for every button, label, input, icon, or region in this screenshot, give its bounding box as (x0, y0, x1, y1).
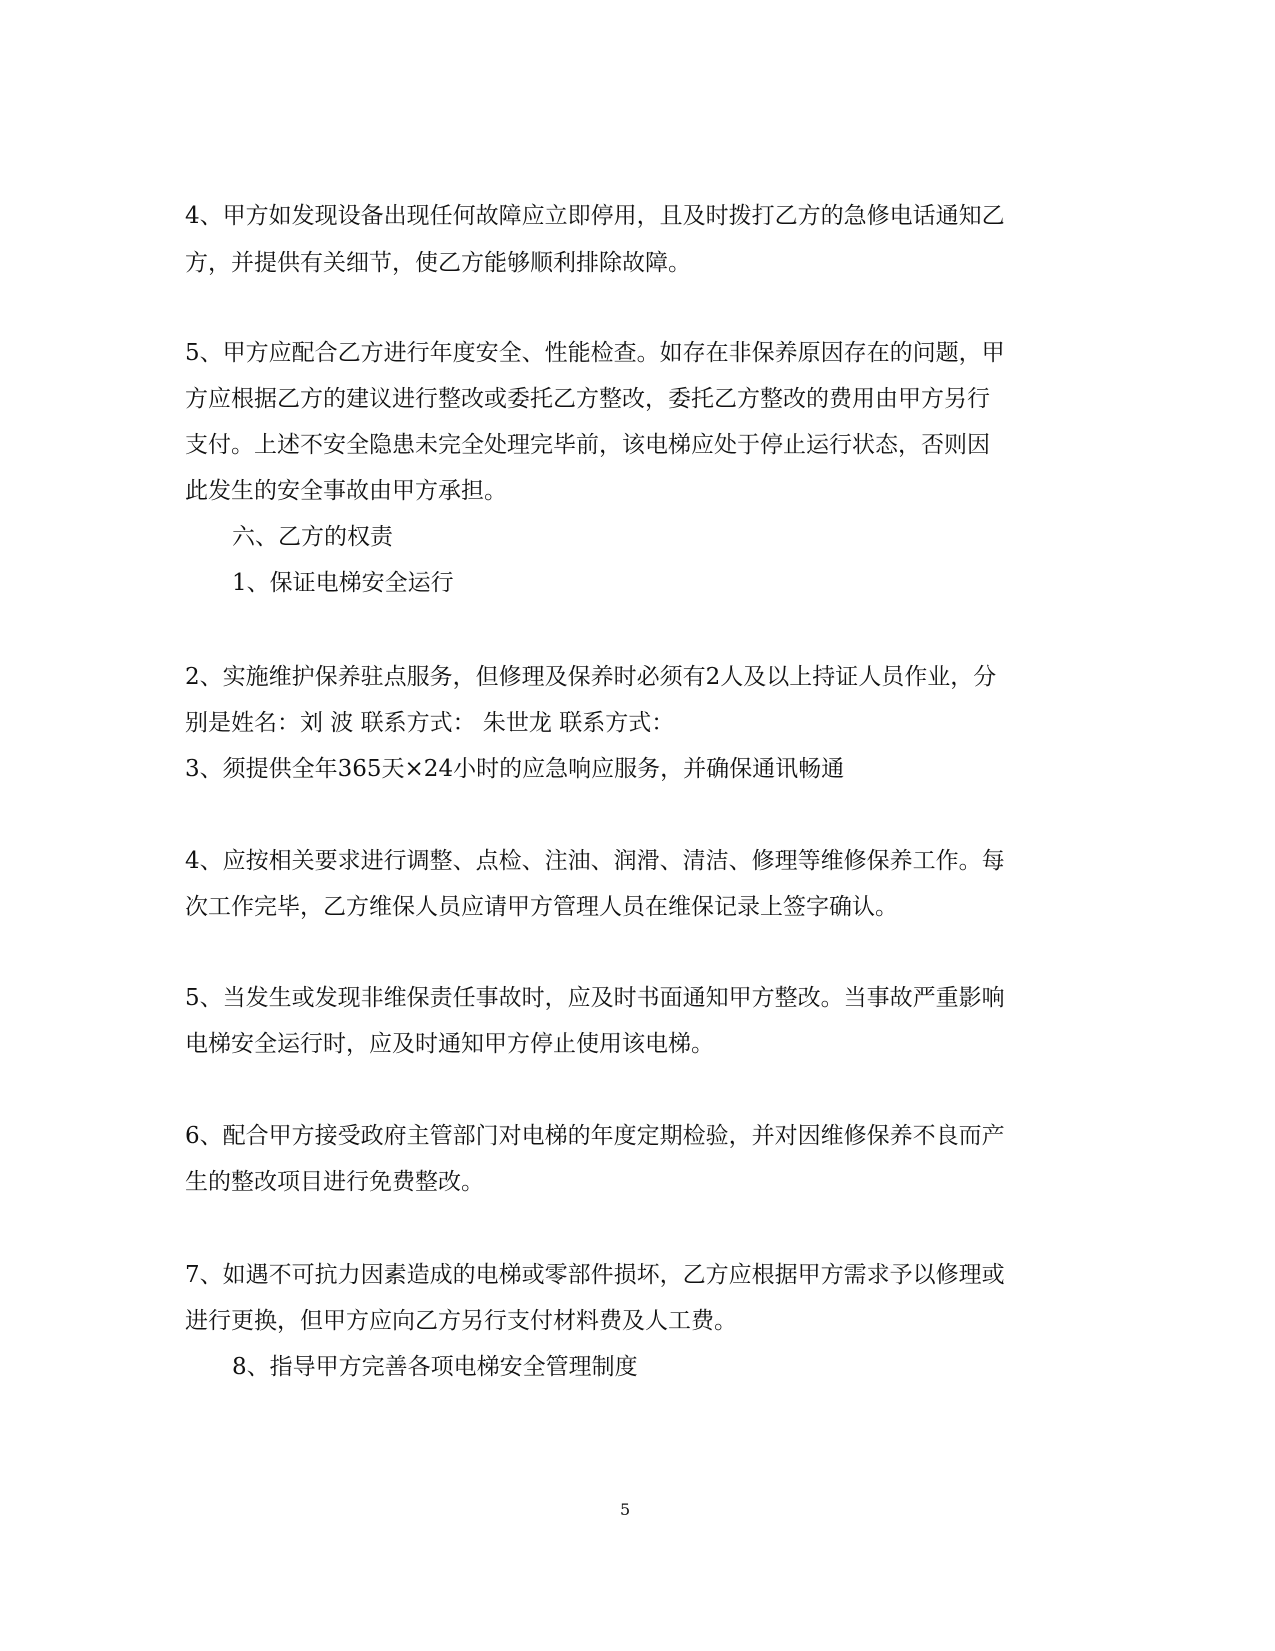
text-line: 次工作完毕，乙方维保人员应请甲方管理人员在维保记录上签字确认。 (185, 894, 898, 920)
text-line: 电梯安全运行时，应及时通知甲方停止使用该电梯。 (185, 1031, 714, 1057)
text-line: 此发生的安全事故由甲方承担。 (185, 478, 507, 504)
text-line: 4、甲方如发现设备出现任何故障应立即停用，且及时拨打乙方的急修电话通知乙 (185, 203, 1005, 229)
text-line: 4、应按相关要求进行调整、点检、注油、润滑、清洁、修理等维修保养工作。每 (185, 848, 1005, 874)
text-line: 6、配合甲方接受政府主管部门对电梯的年度定期检验，并对因维修保养不良而产 (185, 1123, 1005, 1149)
text-line: 支付。上述不安全隐患未完全处理完毕前，该电梯应处于停止运行状态，否则因 (185, 432, 990, 458)
text-line: 7、如遇不可抗力因素造成的电梯或零部件损坏，乙方应根据甲方需求予以修理或 (185, 1262, 1005, 1288)
page-number: 5 (620, 1500, 631, 1519)
text-line: 3、须提供全年365天×24小时的应急响应服务，并确保通讯畅通 (185, 756, 845, 782)
text-line: 5、甲方应配合乙方进行年度安全、性能检查。如存在非保养原因存在的问题，甲 (185, 340, 1005, 366)
section-heading: 六、乙方的权责 (232, 524, 393, 550)
text-line: 方应根据乙方的建议进行整改或委托乙方整改，委托乙方整改的费用由甲方另行 (185, 386, 990, 412)
text-line: 8、指导甲方完善各项电梯安全管理制度 (232, 1354, 638, 1380)
text-line: 方，并提供有关细节，使乙方能够顺利排除故障。 (185, 250, 691, 276)
text-line: 生的整改项目进行免费整改。 (185, 1169, 484, 1195)
text-line: 5、当发生或发现非维保责任事故时，应及时书面通知甲方整改。当事故严重影响 (185, 985, 1005, 1011)
text-line: 别是姓名：刘 波 联系方式： 朱世龙 联系方式： (185, 710, 675, 736)
text-line: 1、保证电梯安全运行 (232, 570, 454, 596)
text-line: 2、实施维护保养驻点服务，但修理及保养时必须有2人及以上持证人员作业，分 (185, 664, 997, 690)
text-line: 进行更换，但甲方应向乙方另行支付材料费及人工费。 (185, 1308, 737, 1334)
